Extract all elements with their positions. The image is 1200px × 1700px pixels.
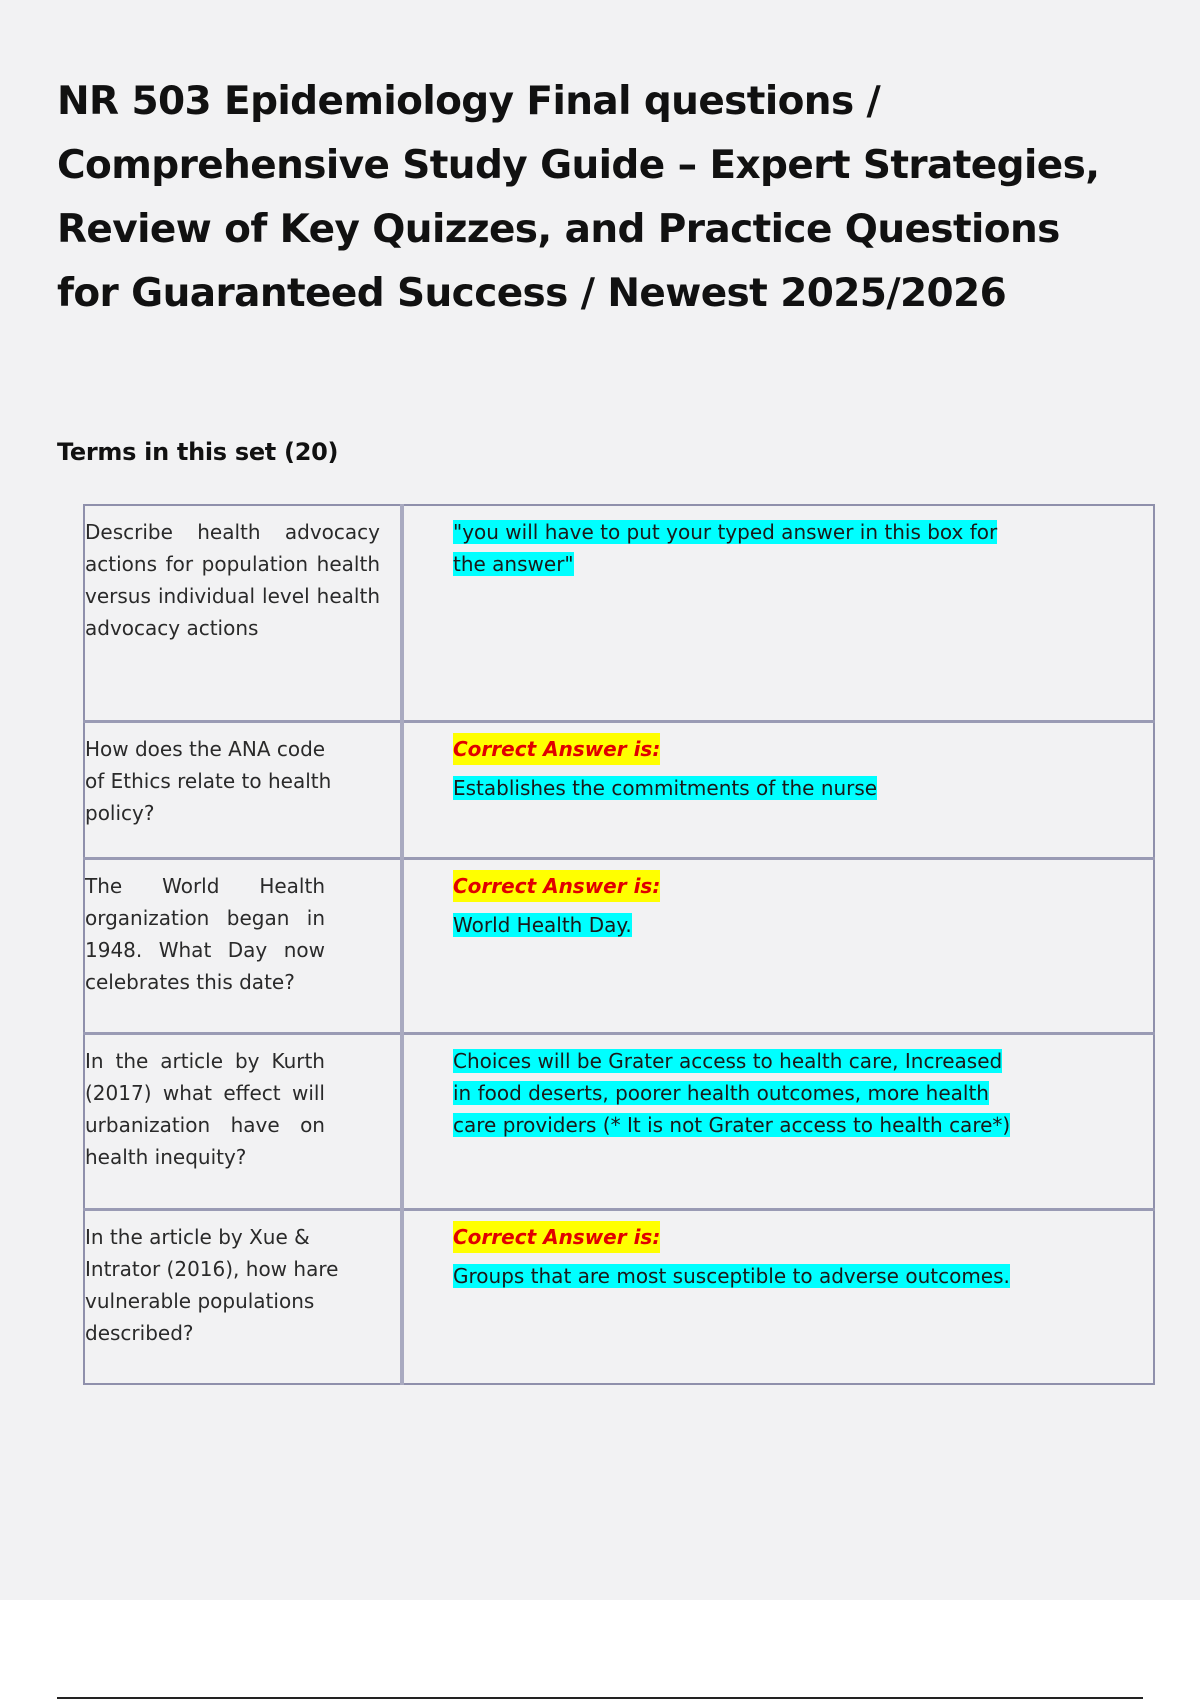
question-text: In the article by Xue & Intrator (2016), how hare vulnerable populations described? xyxy=(85,1224,339,1345)
table-row xyxy=(84,858,1154,1033)
answer-text: Choices will be Grater access to health care, Increased in food deserts, poorer health outcomes, more health care providers (* It is not Grater access to health care*) xyxy=(453,1048,1011,1137)
table-row xyxy=(84,1033,1154,1209)
answer-cell xyxy=(402,1033,1154,1209)
question-text: In the article by Kurth (2017) what effect will urbanization have on health inequity? xyxy=(85,1048,325,1169)
answer-text-block xyxy=(453,1045,1013,1141)
correct-answer-label: Correct Answer is: xyxy=(453,870,660,902)
answer-text: Establishes the commitments of the nurse xyxy=(453,775,878,800)
answer-text-block xyxy=(453,516,1023,580)
answer-text: Groups that are most susceptible to adverse outcomes. xyxy=(453,1263,1010,1288)
answer-text-block xyxy=(453,772,1133,804)
question-cell xyxy=(84,1209,402,1384)
question-text: Describe health advocacy actions for population health versus individual level health advocacy actions xyxy=(85,520,380,640)
question-text: The World Health organization began in 1948. What Day now celebrates this date? xyxy=(85,873,325,994)
answer-text-block xyxy=(453,909,1133,941)
question-cell xyxy=(84,721,402,858)
footer-divider xyxy=(57,1697,1143,1699)
question-cell xyxy=(84,1033,402,1209)
correct-answer-label: Correct Answer is: xyxy=(453,1221,660,1253)
answer-cell xyxy=(402,505,1154,721)
correct-answer-label: Correct Answer is: xyxy=(453,733,660,765)
document-title: NR 503 Epidemiology Final questions / Comprehensive Study Guide – Expert Strategies, Review of Key Quizzes, and Practice Questions for Guaranteed Success / Newest 2025/2026 xyxy=(57,79,1100,316)
answer-cell xyxy=(402,858,1154,1033)
answer-text-block xyxy=(453,1260,1133,1292)
answer-cell xyxy=(402,721,1154,858)
question-cell xyxy=(84,858,402,1033)
question-text: How does the ANA code of Ethics relate to health policy? xyxy=(85,736,332,825)
answer-text: World Health Day. xyxy=(453,912,632,937)
table-row xyxy=(84,721,1154,858)
answer-text: "you will have to put your typed answer in this box for the answer" xyxy=(453,520,998,576)
terms-table xyxy=(83,504,1155,1385)
question-cell xyxy=(84,505,402,721)
terms-heading: Terms in this set (20) xyxy=(57,438,339,466)
table-row xyxy=(84,1209,1154,1384)
table-row xyxy=(84,505,1154,721)
answer-cell xyxy=(402,1209,1154,1384)
